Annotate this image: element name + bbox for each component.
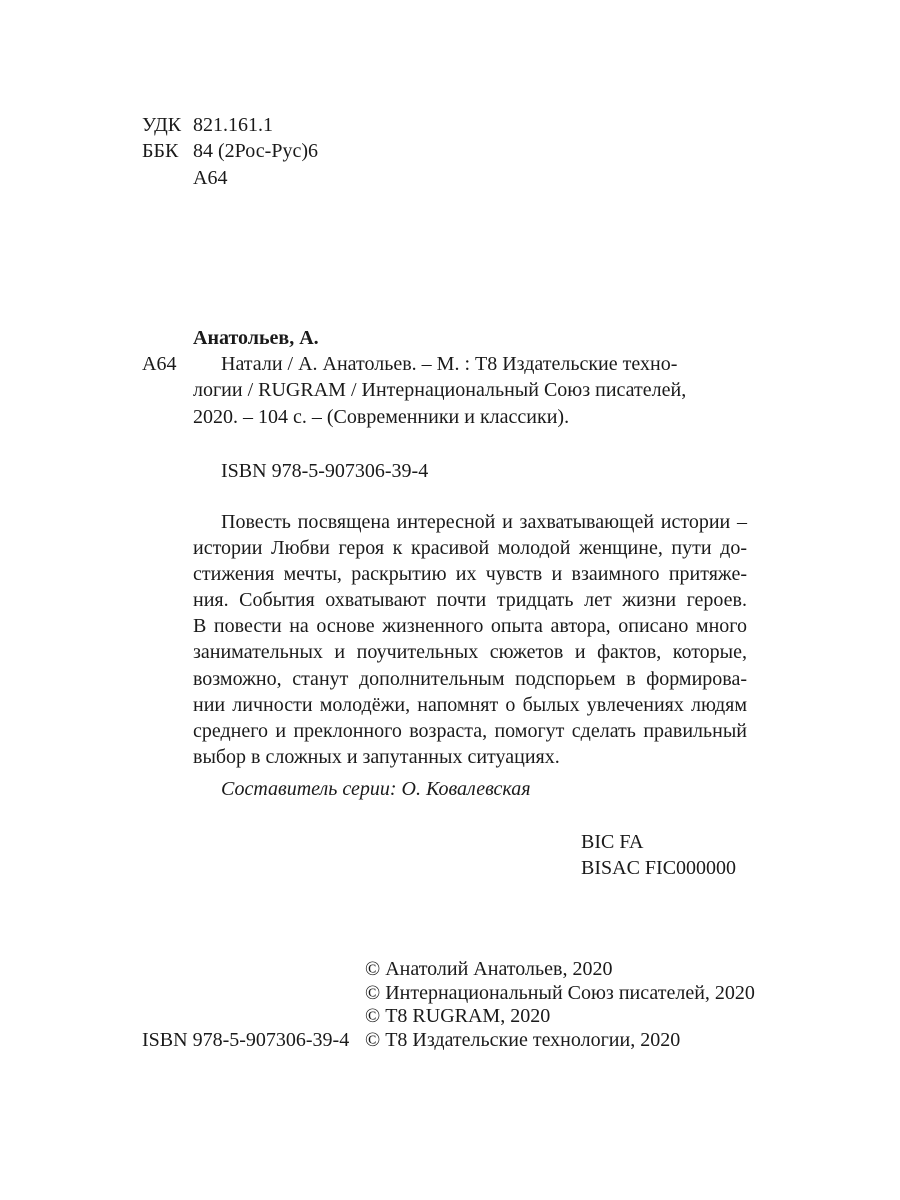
annotation-paragraph bbox=[193, 509, 747, 770]
bisac-code: BISAC FIC000000 bbox=[581, 857, 737, 879]
annotation-line: стижения мечты, раскрытию их чувств и взаимного притяже- bbox=[193, 563, 747, 586]
copyright-line: © Т8 Издательские технологии, 2020 bbox=[365, 1029, 681, 1051]
bbk-label: ББК bbox=[142, 140, 179, 162]
copyright-line: © Т8 RUGRAM, 2020 bbox=[365, 1005, 551, 1027]
annotation-line: ния. События охватывают почти тридцать лет жизни героев. bbox=[193, 589, 747, 612]
bbk-value: 84 (2Рос-Рус)6 bbox=[193, 140, 318, 162]
annotation-line: В повести на основе жизненного опыта автора, описано много bbox=[193, 615, 747, 638]
udk-value: 821.161.1 bbox=[193, 114, 273, 136]
entry-line: 2020. – 104 с. – (Современники и классики). bbox=[193, 406, 570, 428]
series-compiler: Составитель серии: О. Ковалевская bbox=[221, 778, 531, 800]
entry-author-mark: А64 bbox=[142, 353, 177, 375]
annotation-line: возможно, станут дополнительным подспорьем в формирова- bbox=[193, 667, 747, 690]
annotation-line: занимательных и поучительных сюжетов и фактов, которые, bbox=[193, 641, 747, 664]
bic-code: BIC FA bbox=[581, 831, 644, 853]
entry-line: Натали / А. Анатольев. – М. : Т8 Издательские техно- bbox=[221, 353, 678, 375]
entry-line: логии / RUGRAM / Интернациональный Союз писателей, bbox=[193, 379, 687, 401]
isbn-entry: ISBN 978-5-907306-39-4 bbox=[221, 460, 429, 482]
annotation-line: истории Любви героя к красивой молодой женщине, пути до- bbox=[193, 537, 747, 560]
author-mark: А64 bbox=[193, 167, 228, 189]
annotation-line: Повесть посвящена интересной и захватывающей истории – bbox=[221, 511, 747, 533]
copyright-line: © Анатолий Анатольев, 2020 bbox=[365, 958, 613, 980]
annotation-line: среднего и преклонного возраста, помогут сделать правильный bbox=[193, 719, 747, 742]
copyright-line: © Интернациональный Союз писателей, 2020 bbox=[365, 982, 755, 1004]
annotation-line: выбор в сложных и запутанных ситуациях. bbox=[193, 745, 560, 768]
annotation-line: нии личности молодёжи, напомнят о былых увлечениях людям bbox=[193, 693, 747, 716]
udk-label: УДК bbox=[142, 114, 182, 136]
author-heading: Анатольев, А. bbox=[193, 327, 319, 349]
isbn-bottom: ISBN 978-5-907306-39-4 bbox=[142, 1029, 350, 1051]
